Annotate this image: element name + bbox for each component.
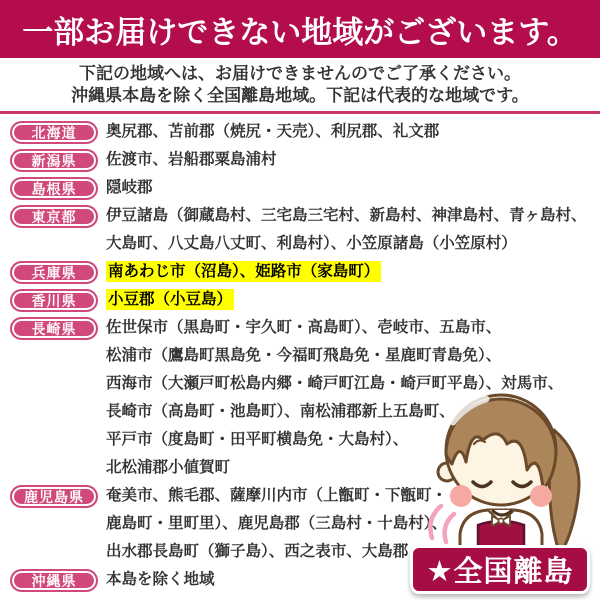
region-text-line: 平戸市（度島町・田平町横島免・大島村）、: [106, 431, 409, 448]
cheek-left: [450, 485, 472, 507]
region-areas: [106, 202, 587, 258]
region-row: [10, 202, 600, 258]
region-row: [10, 174, 600, 202]
intro-text: [0, 58, 600, 111]
prefecture-label: 東京都: [10, 205, 98, 228]
region-text-line: 小豆郡（小豆島）: [108, 291, 233, 308]
region-text-line: 南あわじ市（沼島）、姫路市（家島町）: [108, 263, 380, 280]
region-areas: [106, 566, 215, 594]
prefecture-label: 新潟県: [10, 149, 98, 172]
prefecture-label: 沖縄県: [10, 569, 98, 592]
region-row: [10, 118, 600, 146]
prefecture-label: 長崎県: [10, 317, 98, 340]
region-text-line: 鹿島町・里町里）、鹿児島郡（三島村・十島村）、: [106, 515, 448, 532]
region-text-line: 奄美市、熊毛郡、薩摩川内市（上甑町・下甑町・: [106, 487, 448, 504]
prefecture-label: 北海道: [10, 121, 98, 144]
region-row: [10, 286, 600, 314]
region-text-line: 松浦市（鷹島町黒島免・今福町飛島免・星鹿町青島免）、: [106, 347, 502, 364]
intro-line-1: 下記の地域へは、お届けできませんのでご了承ください。: [79, 64, 521, 83]
region-areas: [106, 118, 439, 146]
region-text-line: 伊豆諸島（御蔵島村、三宅島三宅村、新島村、神津島村、青ヶ島村、: [106, 207, 587, 224]
prefecture-label: 兵庫県: [10, 261, 98, 284]
region-areas: [106, 146, 277, 174]
region-text-line: 大島町、八丈島八丈町、利島村）、小笠原諸島（小笠原村）: [106, 235, 517, 252]
region-areas: [106, 258, 381, 286]
bowing-girl-illustration: [416, 382, 588, 572]
motion-lines-icon: [430, 506, 454, 542]
region-text-line: 隠岐郡: [106, 179, 153, 196]
region-row: [10, 258, 600, 286]
region-text-line: 長崎市（高島町・池島町）、南松浦郡新上五島町、: [106, 403, 455, 420]
region-text-line: 奥尻郡、苫前郡（焼尻・天売）、利尻郡、礼文郡: [106, 123, 440, 140]
intro-line-2: 沖縄県本島を除く全国離島地域。下記は代表的な地域です。: [71, 86, 529, 105]
prefecture-label: 島根県: [10, 177, 98, 200]
prefecture-label: 鹿児島県: [10, 485, 98, 508]
region-text-line: 出水郡長島町（獅子島）、西之表市、大島郡: [106, 543, 409, 560]
region-row: [10, 146, 600, 174]
prefecture-label: 香川県: [10, 289, 98, 312]
region-text-line: 佐渡市、岩船郡粟島浦村: [106, 151, 277, 168]
region-text-line: 佐世保市（黒島町・宇久町・高島町）、壱岐市、五島市、: [106, 319, 502, 336]
region-areas: [106, 482, 447, 566]
nationwide-islands-badge: ★全国離島: [410, 545, 590, 594]
region-text-line: 北松浦郡小値賀町: [106, 459, 231, 476]
region-text-line: 西海市（大瀬戸町松島内郷・崎戸町江島・崎戸町平島）、対馬市、: [106, 375, 564, 392]
cheek-right: [530, 485, 552, 507]
banner-title: 一部お届けできない地域がございます。: [0, 0, 600, 58]
region-text-line: 本島を除く地域: [106, 571, 215, 588]
region-areas: [106, 174, 153, 202]
region-areas: [106, 286, 234, 314]
